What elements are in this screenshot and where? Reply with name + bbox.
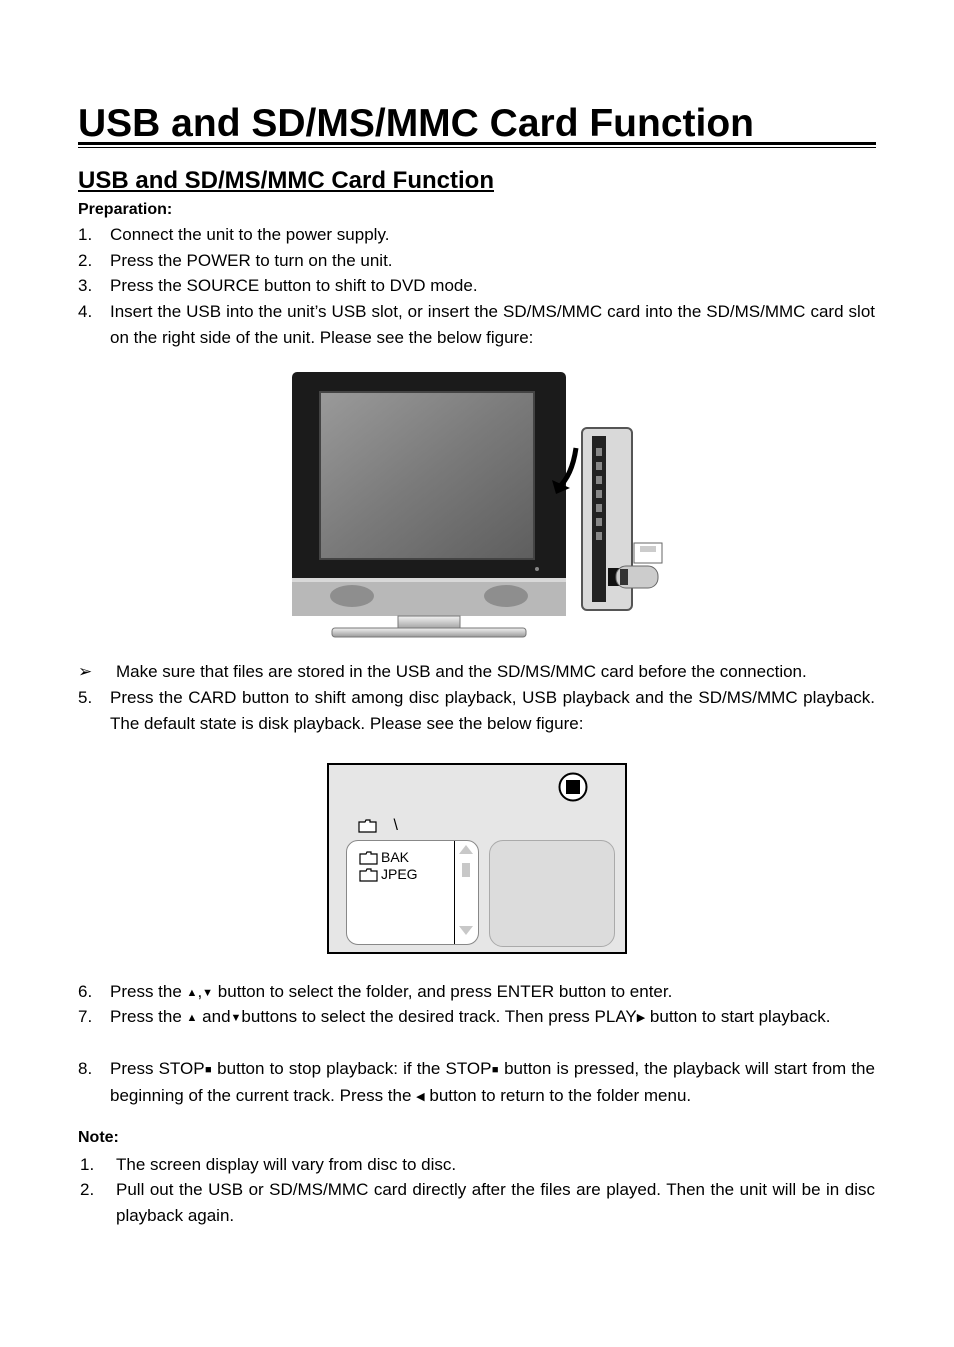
list-scrollbar[interactable] [454, 841, 478, 944]
note-number: 2. [80, 1180, 95, 1199]
step-4 [78, 299, 875, 351]
step-text: Press the ▲ and▼buttons to select the desired track. Then press PLAY▶ button to start playback. [110, 1007, 831, 1026]
step-text: Press the ▲,▼ button to select the folder, and press ENTER button to enter. [110, 982, 673, 1001]
up-arrow-icon: ▲ [186, 1012, 198, 1024]
step-7 [78, 1004, 875, 1031]
tv-figure [290, 370, 665, 638]
triangle-down-icon[interactable] [459, 926, 473, 935]
up-arrow-icon: ▲ [186, 987, 198, 999]
menu-figure [327, 763, 627, 954]
folder-name: BAK [381, 849, 410, 865]
step-number: 5. [78, 688, 93, 707]
note-2 [78, 1177, 875, 1229]
step-text: Press the POWER to turn on the unit. [110, 251, 393, 270]
scrollbar-graphics [455, 841, 478, 944]
bullet-note [78, 659, 875, 685]
folder-icon [359, 851, 378, 865]
step-number: 7. [78, 1007, 93, 1026]
triangle-up-icon[interactable] [459, 845, 473, 854]
menu-screen [327, 763, 627, 954]
folder-icon [359, 868, 378, 882]
step-1 [78, 222, 875, 248]
note-text: Pull out the USB or SD/MS/MMC card directly after the files are played. Then the unit will be in disc playback again. [116, 1180, 875, 1225]
note-label: Note: [78, 1129, 119, 1146]
list-item[interactable] [359, 849, 409, 865]
title-rule-thick [78, 142, 876, 145]
folder-list[interactable] [346, 840, 479, 945]
step-text: Insert the USB into the unit’s USB slot, or insert the SD/MS/MMC card into the SD/MS/MMC card slot on the right side of the unit. Please see the below figure: [110, 302, 875, 347]
step-number: 8. [78, 1059, 93, 1078]
folder-path [358, 817, 398, 835]
scroll-thumb[interactable] [462, 863, 470, 877]
folder-icon [358, 819, 377, 833]
step-number: 4. [78, 302, 93, 321]
sd-card-icon [634, 543, 662, 563]
left-arrow-icon: ◀ [416, 1091, 425, 1103]
step-number: 1. [78, 225, 93, 244]
note-1 [78, 1152, 875, 1178]
step-5 [78, 685, 875, 737]
stop-square-icon: ■ [491, 1064, 499, 1076]
step-number: 3. [78, 276, 93, 295]
step-text: Press the SOURCE button to shift to DVD mode. [110, 276, 478, 295]
list-item[interactable] [359, 866, 418, 882]
path-text: \ [393, 817, 398, 834]
title-rule-thin [78, 147, 876, 148]
folder-name: JPEG [381, 866, 418, 882]
note-number: 1. [80, 1155, 95, 1174]
down-arrow-icon: ▼ [230, 1012, 242, 1024]
step-text: Press STOP■ button to stop playback: if the STOP■ button is pressed, the playback will start from the beginning of the current track. Press the ◀ button to return to the folder menu. [110, 1059, 875, 1105]
tv-monitor-illustration [292, 372, 566, 638]
step-number: 6. [78, 982, 93, 1001]
bullet-text: Make sure that files are stored in the USB and the SD/MS/MMC card before the connection. [116, 662, 807, 681]
step-8 [78, 1056, 875, 1110]
preparation-label: Preparation: [78, 201, 173, 218]
step-number: 2. [78, 251, 93, 270]
page-title: USB and SD/MS/MMC Card Function [78, 102, 754, 145]
stop-icon [558, 772, 588, 802]
step-6 [78, 979, 875, 1006]
bullet-marker: ➢ [78, 662, 93, 681]
section-heading: USB and SD/MS/MMC Card Function [78, 167, 494, 194]
step-2 [78, 248, 875, 274]
usb-stick-icon [616, 566, 658, 588]
play-icon: ▶ [636, 1012, 646, 1024]
step-3 [78, 273, 875, 299]
preview-panel [489, 840, 615, 947]
step-text: Connect the unit to the power supply. [110, 225, 390, 244]
down-arrow-icon: ▼ [202, 987, 214, 999]
note-text: The screen display will vary from disc to disc. [116, 1155, 457, 1174]
step-text: Press the CARD button to shift among disc playback, USB playback and the SD/MS/MMC playback. The default state is disk playback. Please see the below figure: [110, 688, 875, 733]
stop-square-icon: ■ [204, 1064, 213, 1076]
